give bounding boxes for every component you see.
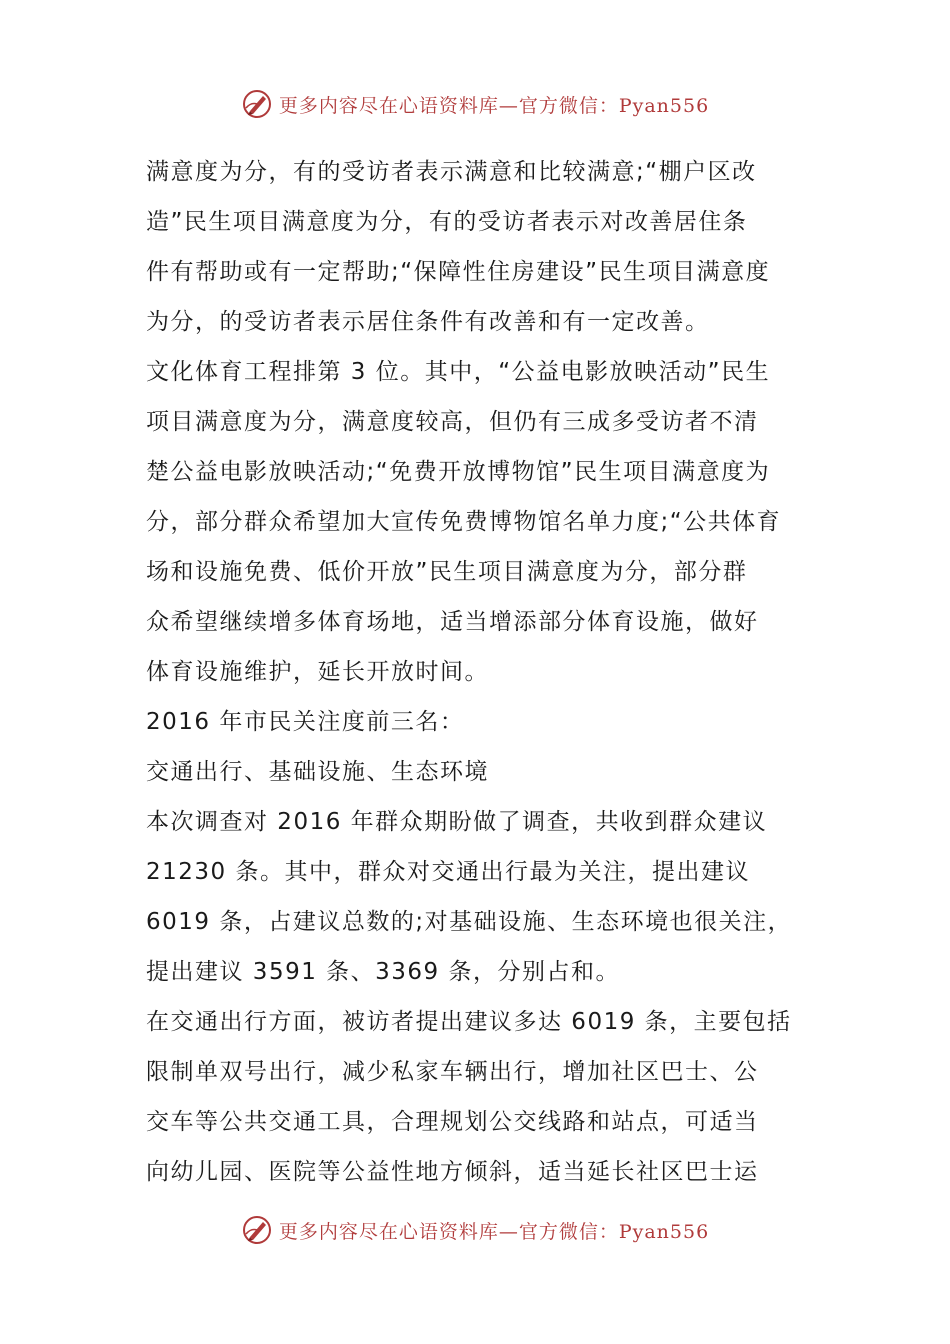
text-line: 向幼儿园、医院等公益性地方倾斜，适当延长社区巴士运	[146, 1159, 759, 1185]
text-line: 为分，的受访者表示居住条件有改善和有一定改善。	[146, 309, 710, 335]
watermark-banner-top	[0, 84, 950, 124]
pen-logo-icon	[241, 88, 273, 120]
text-line: 文化体育工程排第 3 位。其中，“公益电影放映活动”民生	[146, 359, 771, 385]
text-line: 交车等公共交通工具，合理规划公交线路和站点，可适当	[146, 1109, 759, 1135]
watermark-text: 更多内容尽在心语资料库—官方微信：Pyan556	[278, 94, 710, 117]
text-line: 众希望继续增多体育场地，适当增添部分体育设施，做好	[146, 609, 759, 635]
text-line: 场和设施免费、低价开放”民生项目满意度为分，部分群	[146, 559, 748, 585]
text-line: 本次调查对 2016 年群众期盼做了调查，共收到群众建议	[146, 809, 768, 835]
text-line: 提出建议 3591 条、3369 条，分别占和。	[146, 959, 620, 985]
text-line: 项目满意度为分，满意度较高，但仍有三成多受访者不清	[146, 409, 759, 435]
pen-logo-icon	[241, 1214, 273, 1246]
text-line: 满意度为分，有的受访者表示满意和比较满意;“棚户区改	[146, 159, 757, 185]
document-body	[146, 147, 808, 1197]
watermark-banner-bottom	[0, 1210, 950, 1250]
text-line: 在交通出行方面，被访者提出建议多达 6019 条，主要包括	[146, 1009, 792, 1035]
heading-line: 交通出行、基础设施、生态环境	[146, 759, 489, 785]
text-line: 分，部分群众希望加大宣传免费博物馆名单力度;“公共体育	[146, 509, 782, 535]
watermark-text: 更多内容尽在心语资料库—官方微信：Pyan556	[278, 1220, 710, 1243]
text-line: 体育设施维护，延长开放时间。	[146, 659, 489, 685]
heading-line: 2016 年市民关注度前三名：	[146, 709, 465, 735]
text-line: 6019 条，占建议总数的;对基础设施、生态环境也很关注，	[146, 909, 793, 935]
text-line: 21230 条。其中，群众对交通出行最为关注，提出建议	[146, 859, 750, 885]
text-line: 造”民生项目满意度为分，有的受访者表示对改善居住条	[146, 209, 748, 235]
text-line: 楚公益电影放映活动;“免费开放博物馆”民生项目满意度为	[146, 459, 771, 485]
text-line: 件有帮助或有一定帮助;“保障性住房建设”民生项目满意度	[146, 259, 771, 285]
text-line: 限制单双号出行，减少私家车辆出行，增加社区巴士、公	[146, 1059, 759, 1085]
